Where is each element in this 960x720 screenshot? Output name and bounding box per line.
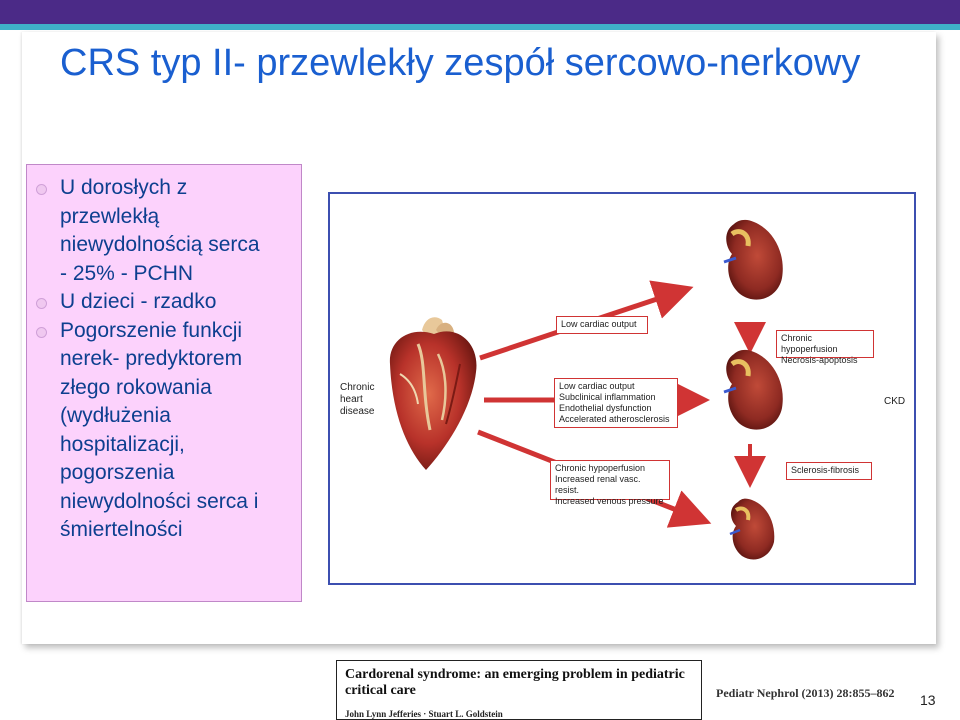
heart-illustration — [390, 317, 477, 470]
bullet-text: U dzieci - rzadko — [60, 290, 217, 313]
hypoperfusion-box: Chronic hypoperfusion Increased renal vasc. resist. Increased venous pressure — [550, 460, 670, 500]
chronic-heart-disease-label: Chronic heart disease — [340, 382, 375, 417]
bullet-text: U dorosłych z przewlekłą niewydolnością serca - 25% - PCHN — [60, 176, 260, 285]
kidney-top-illustration — [724, 220, 783, 300]
bullet-text: Pogorszenie funkcji nerek- predyktorem złego rokowania (wydłużenia hospitalizacji, pogorszenia niewydolności serca i śmiertelności — [60, 318, 259, 541]
top-banner — [0, 0, 960, 24]
bullet-dot-icon — [36, 298, 47, 309]
reference-title: Cardorenal syndrome: an emerging problem in pediatric critical care — [345, 667, 685, 698]
bullet-item — [60, 288, 310, 317]
necrosis-apoptosis-box: Chronic hypoperfusion Necrosis-apoptosis — [776, 330, 874, 358]
cardiorenal-figure — [328, 192, 916, 585]
bullet-item — [60, 174, 310, 288]
low-cardiac-output-box: Low cardiac output — [556, 316, 648, 334]
bullet-list — [60, 174, 310, 545]
reference-citation — [336, 660, 702, 720]
kidney-bottom-illustration — [730, 499, 774, 560]
kidney-middle-illustration — [724, 350, 783, 430]
slide-title: CRS typ II- przewlekły zespół sercowo-nerkowy — [60, 42, 861, 84]
journal-citation: Pediatr Nephrol (2013) 28:855–862 — [716, 686, 895, 700]
bullet-dot-icon — [36, 184, 47, 195]
bullet-item — [60, 317, 310, 545]
top-accent-stripe — [0, 24, 960, 30]
ckd-label: CKD — [884, 396, 906, 407]
mechanisms-box: Low cardiac output Subclinical inflammation Endothelial dysfunction Accelerated atherosclerosis — [554, 378, 678, 428]
page-number: 13 — [920, 692, 936, 708]
sclerosis-fibrosis-box: Sclerosis-fibrosis — [786, 462, 872, 480]
bullet-dot-icon — [36, 327, 47, 338]
reference-authors: John Lynn Jefferies · Stuart L. Goldstein — [345, 709, 503, 719]
